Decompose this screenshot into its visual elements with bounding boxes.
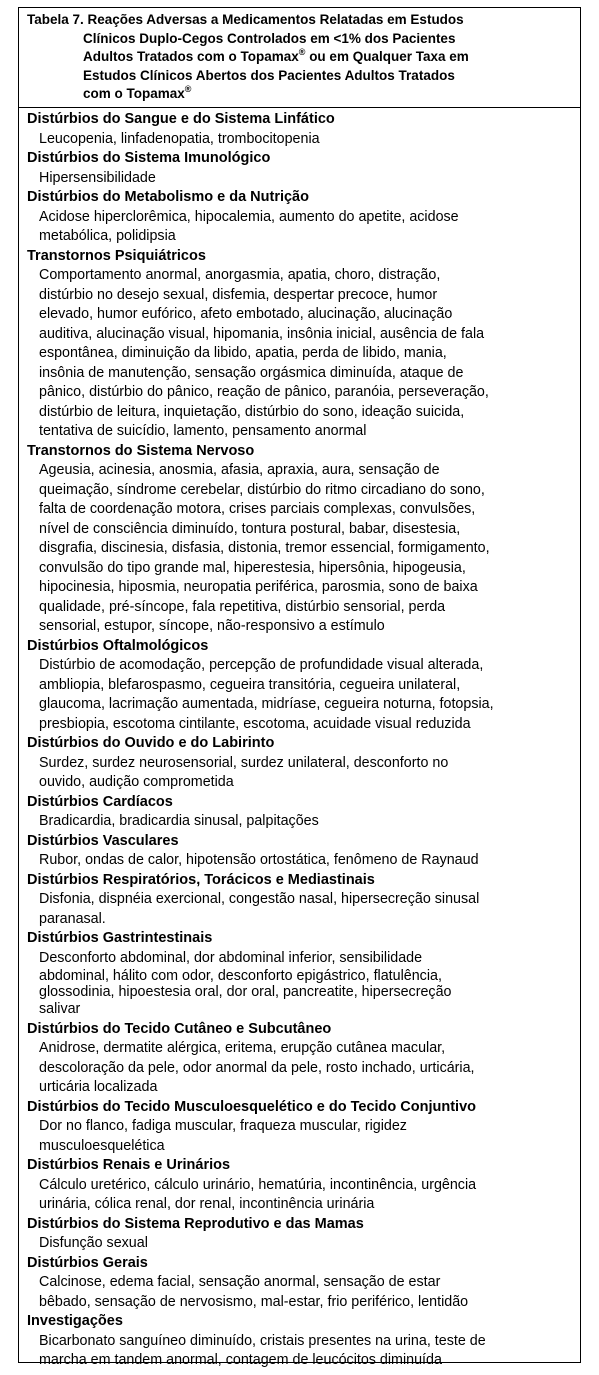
section-line: salivar [39,1001,81,1017]
caption-line [27,30,574,49]
section-line: convulsão do tipo grande mal, hiperestesia, hipersônia, hipogeusia, [39,559,466,576]
registered-mark: ® [298,46,306,57]
section-line: distúrbio de leitura, inquietação, distúrbio do sono, ideação suicida, [39,403,465,420]
section-line: Acidose hiperclorêmica, hipocalemia, aumento do apetite, acidose [39,208,459,225]
section-line: Comportamento anormal, anorgasmia, apatia, choro, distração, [39,267,441,283]
section-line: urinária, cólica renal, dor renal, incontinência urinária [39,1196,375,1212]
section-line: marcha em tandem anormal, contagem de leucócitos diminuída [39,1352,442,1368]
section-line: Bicarbonato sanguíneo diminuído, cristais presentes na urina, teste de [39,1332,486,1349]
section-heading: Distúrbios Respiratórios, Torácicos e Mediastinais [27,871,375,888]
section-heading: Distúrbios Gerais [27,1254,148,1271]
caption-text: ou em Qualquer Taxa em [305,49,469,64]
section-line: pânico, distúrbio do pânico, reação de pânico, paranóia, perseveração, [39,384,489,400]
section-heading: Distúrbios Oftalmológicos [27,637,209,654]
section-line: Rubor, ondas de calor, hipotensão ortostática, fenômeno de Raynaud [39,852,479,868]
section-line: tentativa de suicídio, lamento, pensamento anormal [39,423,367,439]
section-heading: Distúrbios do Ouvido e do Labirinto [27,735,275,751]
caption-text: Clínicos Duplo-Cegos Controlados em <1% dos Pacientes [83,30,456,46]
section-line: glossodinia, hipoestesia oral, dor oral, pancreatite, hipersecreção [39,984,452,1000]
section-line: hipocinesia, hiposmia, neuropatia periférica, parosmia, sono de baixa [39,579,478,595]
section-line: queimação, síndrome cerebelar, distúrbio do ritmo circadiano do sono, [39,481,485,498]
section-heading: Distúrbios Renais e Urinários [27,1157,231,1173]
section-heading: Transtornos Psiquiátricos [27,247,206,264]
section-heading: Distúrbios do Sistema Reprodutivo e das Mamas [27,1215,364,1232]
section-line: nível de consciência diminuído, tontura postural, babar, disestesia, [39,520,461,537]
section-heading: Distúrbios do Tecido Musculoesquelético e do Tecido Conjuntivo [27,1098,476,1115]
section-line: falta de coordenação motora, crises parciais complexas, convulsões, [39,501,476,517]
section-line: Disfunção sexual [39,1235,148,1251]
section-line: abdominal, hálito com odor, desconforto epigástrico, flatulência, [39,968,442,984]
section-heading: Distúrbios do Sistema Imunológico [27,150,271,166]
section-line: sensorial, estupor, síncope, não-responsivo a estímulo [39,618,385,634]
section-heading: Distúrbios Cardíacos [27,793,173,810]
registered-mark: ® [184,83,192,94]
caption-line [27,67,574,86]
section-line: Distúrbio de acomodação, percepção de profundidade visual alterada, [39,657,484,673]
section-line: Surdez, surdez neurosensorial, surdez unilateral, desconforto no [39,754,449,771]
section-line: ouvido, audição comprometida [39,774,234,790]
section-heading: Transtornos do Sistema Nervoso [27,442,255,459]
section-line: Bradicardia, bradicardia sinusal, palpitações [39,813,319,829]
section-line: Calcinose, edema facial, sensação anormal, sensação de estar [39,1274,441,1290]
table-caption [19,8,580,108]
section-heading: Investigações [27,1313,123,1329]
section-line: insônia de manutenção, sensação orgásmica diminuída, ataque de [39,364,464,381]
section-line: elevado, humor eufórico, afeto embotado, alucinação, alucinação [39,306,453,322]
caption-line [27,48,574,67]
section-line: Leucopenia, linfadenopatia, trombocitopenia [39,130,320,147]
section-heading: Distúrbios do Metabolismo e da Nutrição [27,189,309,205]
section-line: Desconforto abdominal, dor abdominal inferior, sensibilidade [39,949,423,966]
section-heading: Distúrbios do Sangue e do Sistema Linfático [27,111,335,127]
section-line: ambliopia, blefarospasmo, cegueira transitória, cegueira unilateral, [39,676,461,693]
section-line: metabólica, polidipsia [39,228,176,244]
section-line: distúrbio no desejo sexual, disfemia, despertar precoce, humor [39,286,438,303]
section-line: disgrafia, discinesia, disfasia, distonia, tremor essencial, formigamento, [39,540,490,556]
section-line: paranasal. [39,910,106,927]
section-line: Cálculo uretérico, cálculo urinário, hematúria, incontinência, urgência [39,1176,477,1193]
section-line: Hipersensibilidade [39,169,156,186]
caption-text: Tabela 7. Reações Adversas a Medicamentos Relatadas em Estudos [27,12,464,27]
section-heading: Distúrbios do Tecido Cutâneo e Subcutâneo [27,1020,332,1037]
adverse-reactions-table [18,7,581,1368]
section-line: presbiopia, escotoma cintilante, escotoma, acuidade visual reduzida [39,715,471,732]
section-line: musculoesquelética [39,1137,165,1154]
caption-line [27,85,574,104]
section-line: auditiva, alucinação visual, hipomania, insônia inicial, ausência de fala [39,325,485,342]
section-line: Ageusia, acinesia, anosmia, afasia, apraxia, aura, sensação de [39,462,440,478]
section-heading: Distúrbios Gastrintestinais [27,930,213,946]
caption-text: Estudos Clínicos Abertos dos Pacientes Adultos Tratados [83,67,455,83]
section-line: bêbado, sensação de nervosismo, mal-estar, frio periférico, lentidão [39,1293,469,1310]
table-body [19,108,580,1371]
caption-line [27,11,574,30]
section-heading: Distúrbios Vasculares [27,832,179,849]
section-line: glaucoma, lacrimação aumentada, midríase, cegueira noturna, fotopsia, [39,696,494,712]
section-line: espontânea, diminuição da libido, apatia, perda de libido, mania, [39,345,447,361]
section-line: Disfonia, dispnéia exercional, congestão nasal, hipersecreção sinusal [39,891,480,907]
section-line: Anidrose, dermatite alérgica, eritema, erupção cutânea macular, [39,1040,446,1056]
section-line: urticária localizada [39,1079,158,1095]
caption-text: Adultos Tratados com o Topamax [83,49,299,64]
section-line: qualidade, pré-síncope, fala repetitiva, distúrbio sensorial, perda [39,598,446,615]
section-line: descoloração da pele, odor anormal da pele, rosto inchado, urticária, [39,1059,475,1076]
caption-text: com o Topamax [83,86,185,101]
section-line: Dor no flanco, fadiga muscular, fraqueza muscular, rigidez [39,1118,407,1134]
